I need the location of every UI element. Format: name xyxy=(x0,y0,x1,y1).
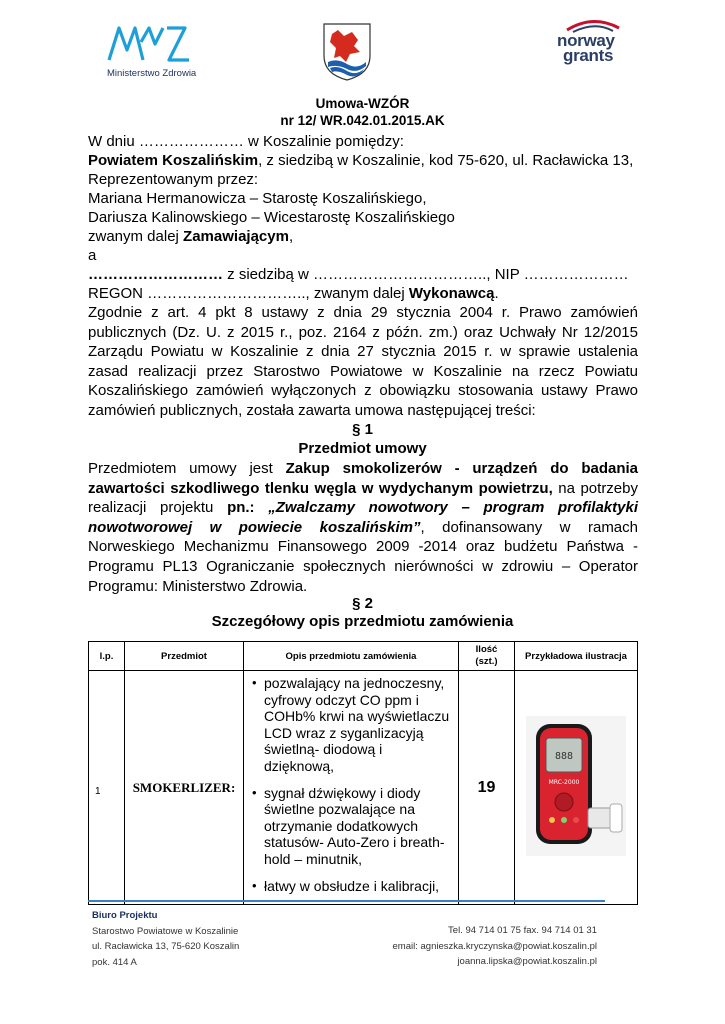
section-2-heading: Szczegółowy opis przedmiotu zamówienia xyxy=(211,613,514,630)
bullet-item: • pozwalający na jednoczesny, cyfrowy odczyt CO ppm i COHb% krwi na wyświetlaczu LCD wraz z syganlizacyją świetlną- diodową i dzięknową, xyxy=(248,675,454,775)
row-illustration xyxy=(515,671,638,905)
header-item: Przedmiot xyxy=(125,642,244,671)
section-1-paragraph xyxy=(88,459,638,596)
contract-number: nr 12/ WR.042.01.2015.AK xyxy=(280,113,445,128)
table-header-row xyxy=(89,642,638,671)
device-label: MRC-2000 xyxy=(548,779,580,787)
norway-grants-logo xyxy=(555,18,637,66)
header-quantity-line1: Ilość xyxy=(475,644,498,655)
header-description: Opis przedmiotu zamówienia xyxy=(244,642,459,671)
footer-email-2: joanna.lipska@powiat.koszalin.pl xyxy=(457,956,597,967)
parties-line-county xyxy=(88,151,633,170)
row-lp: 1 xyxy=(89,671,125,905)
subject-bold: Zakup smokolizerów - urządzeń do badania zawartości szkodliwego tlenku węgla w wydychanym powietrzu, xyxy=(88,460,639,497)
parties-line-represented: Reprezentowanym przez: xyxy=(88,171,259,188)
ministry-caption: Ministerstwo Zdrowia xyxy=(107,68,197,79)
ordering-prefix: zwanym dalej xyxy=(88,228,184,245)
bullet-item: • łatwy w obsłudze i kalibracji, xyxy=(248,878,454,895)
specification-table xyxy=(88,641,638,905)
mz-logo-mark-icon xyxy=(105,20,205,66)
ministry-of-health-logo xyxy=(105,20,205,86)
section-1-number: § 1 xyxy=(352,421,373,438)
contractor-blank: ……………………… xyxy=(88,266,223,283)
header-illustration: Przykładowa ilustracja xyxy=(515,642,638,671)
footer-phone: Tel. 94 714 01 75 fax. 94 714 01 31 xyxy=(448,925,597,936)
intro-paragraph: Zgodnie z art. 4 pkt 8 ustawy z dnia 29 stycznia 2004 r. Prawo zamówień publicznych (Dz. U. z 2015 r., poz. 2164 z późn. zm.) oraz Uchwały Nr 12/2015 Zarządu Powiatu w Koszalinie z dnia 27 stycznia 2015 r. w sprawie ustalenia zasad realizacji przez Starostwo Powiatowe w Koszalinie na rzecz Powiatu Koszalińskiego zamówień wyłączonych z obowiązku stosowania ustawy Prawo zamówień publicznych, została zawarta umowa następującej treści: xyxy=(88,304,638,419)
row-item: SMOKERLIZER: xyxy=(125,671,244,905)
footer-office-address: ul. Racławicka 13, 75-620 Koszalin xyxy=(92,941,240,952)
description-bullets xyxy=(248,675,454,894)
parties-line-vice-starost: Dariusza Kalinowskiego – Wicestarostę Koszalińskiego xyxy=(88,209,455,226)
county-name: Powiatem Koszalińskim xyxy=(88,152,259,169)
section-2-number: § 2 xyxy=(352,595,373,612)
row-description xyxy=(244,671,459,905)
header-quantity-line2: (szt.) xyxy=(475,656,498,667)
footer-office-name: Starostwo Powiatowe w Koszalinie xyxy=(92,925,239,937)
footer-email-1: email: agnieszka.kryczynska@powiat.koszalin.pl xyxy=(392,940,597,952)
svg-text:888: 888 xyxy=(554,751,574,763)
subject-intro: Przedmiotem umowy jest xyxy=(88,460,286,477)
parties-line-date: W dniu ………………… w Koszalinie pomiędzy: xyxy=(88,133,404,150)
parties-line-and: a xyxy=(88,247,97,264)
koszalin-county-crest xyxy=(322,22,372,82)
row-quantity: 19 xyxy=(459,671,515,905)
footer-office-room: pok. 414 A xyxy=(92,956,137,968)
parties-line-contractor-seat xyxy=(88,265,638,284)
header-quantity xyxy=(459,642,515,671)
parties-line-starost: Mariana Hermanowicza – Starostę Koszalińskiego, xyxy=(88,190,427,207)
contractor-seat-nip: z siedzibą w …………………………….., NIP ………………… xyxy=(223,266,629,283)
parties-line-ordering xyxy=(88,227,293,246)
footer-divider xyxy=(88,900,605,902)
smokerlyzer-device-image xyxy=(526,716,626,856)
footer-left xyxy=(92,908,239,970)
norway-word: norway xyxy=(557,31,615,50)
table-row xyxy=(89,671,638,905)
parties-line-regon xyxy=(88,284,499,303)
ordering-suffix: , xyxy=(288,228,294,245)
ordering-party: Zamawiającym xyxy=(183,228,289,245)
header-lp: l.p. xyxy=(89,642,125,671)
project-name: „Zwalczamy nowotwory – program profilaktyki nowotworowej w powiecie koszalińskim” xyxy=(88,499,638,536)
regon-suffix: . xyxy=(494,285,499,302)
bullet-item: • sygnał dźwiękowy i diody świetlne pozwalające na otrzymanie dodatkowych statusów- Auto-Zero i breath-hold – minutnik, xyxy=(248,785,454,868)
contract-title: Umowa-WZÓR xyxy=(315,96,410,111)
subject-purpose: na potrzeby realizacji projektu xyxy=(88,479,638,517)
county-address: , z siedzibą w Koszalinie, kod 75-620, ul. Racławicka 13, xyxy=(258,152,634,169)
griffin-crest-icon xyxy=(322,22,372,82)
grants-word: grants xyxy=(563,46,614,65)
regon-prefix: REGON ………………………….., zwanym dalej xyxy=(88,285,409,302)
section-1-heading: Przedmiot umowy xyxy=(298,440,427,457)
contractor-party: Wykonawcą xyxy=(408,285,495,302)
project-label: pn.: xyxy=(227,499,269,517)
footer-office-title: Biuro Projektu xyxy=(92,910,158,921)
footer-right xyxy=(393,923,597,970)
funding-info: , dofinansowany w ramach Norweskiego Mechanizmu Finansowego 2009 -2014 oraz budżetu Państwa - Programu PL13 Ograniczanie społecznych nierówności w zdrowiu – Operator Programu: Ministerstwo Zdrowia. xyxy=(88,518,638,595)
